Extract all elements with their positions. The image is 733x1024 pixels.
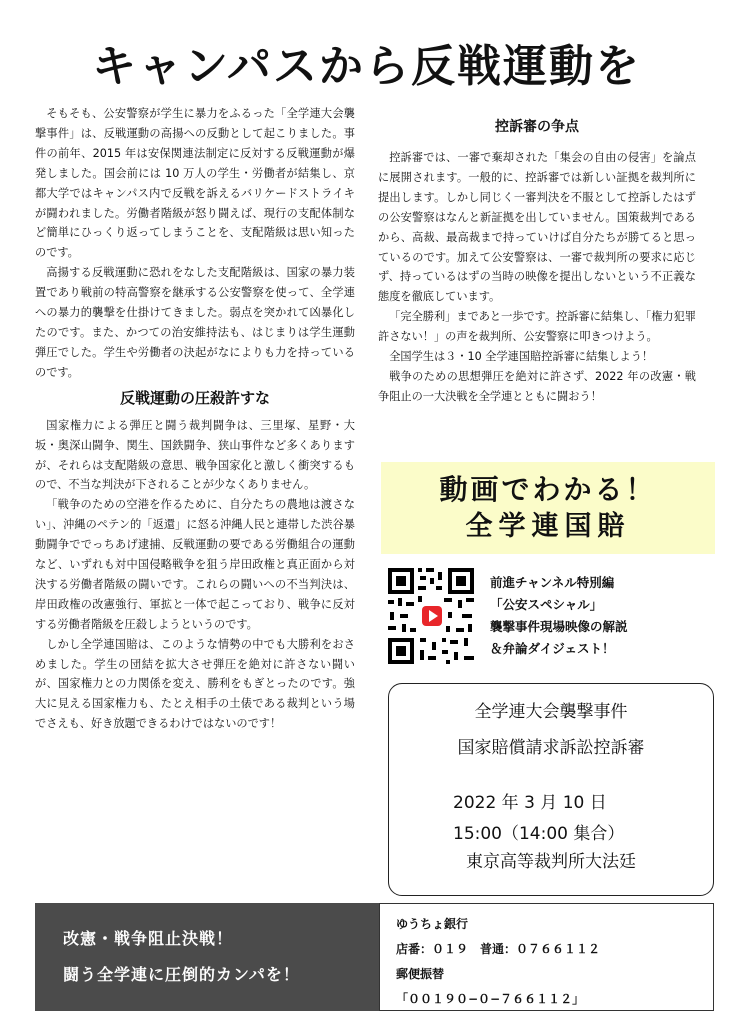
left-paragraph-4: 「戦争のための空港を作るために、自分たちの農地は渡さない」、沖縄のペテン的「返還」に怒る沖縄人民と連帯した渋谷暴動闘争ででっちあげ逮捕、反戦運動の要である労働組合の運動など、いずれも対中国侵略戦争を狙う岸田政権と真正面から対決する労働者階級の闘いです。これらの闘いへの不当判決は、岸田政権の改憲強行、軍拡と一体で起こっており、戦争に反対する労働者階級を圧殺しようというのです。 bbox=[35, 498, 355, 631]
banner-line-1: 改憲・戦争阻止決戦！ bbox=[63, 929, 234, 948]
video-promo-box bbox=[381, 462, 715, 554]
page-title: キャンパスから反戦運動を bbox=[92, 41, 641, 92]
qr-caption-line-4: ＆弁論ダイジェスト！ bbox=[490, 641, 615, 656]
left-column bbox=[35, 104, 355, 734]
qr-code-icon[interactable] bbox=[386, 566, 476, 666]
left-paragraph-3: 国家権力による弾圧と闘う裁判闘争は、三里塚、星野・大坂・奥深山闘争、関生、国鉄闘争、狭山事件など多くありますが、それらは支配階級の意思、戦争国家化と激しく衝突するもので、不当な判決が下されることが少なくありません。 bbox=[35, 418, 355, 492]
qr-caption-line-3: 襲撃事件現場映像の解説 bbox=[490, 619, 628, 634]
bank-info-box bbox=[379, 903, 714, 1011]
postal-transfer-number: 「００１９０−０−７６６１１２」 bbox=[396, 992, 585, 1006]
event-name-line-1: 全学連大会襲撃事件 bbox=[474, 702, 628, 722]
right-paragraph-3: 全国学生は３・10 全学連国賠控訴審に結集しよう！ bbox=[389, 350, 654, 364]
right-paragraph-1: 控訴審では、一審で棄却された「集会の自由の侵害」を論点に展開されます。一般的に、控訴審では新しい証拠を裁判所に提出します。しかし同じく一審判決を不服として控訴したはずの公安警察はなんと新証拠を出していません。国策裁判であるから、高裁、最高裁まで持っていけば自分たちが勝てると思っているのです。加えて公安警察は、一審で裁判所の要求に応じず、持っているはずの当時の映像を提出しないという不正義な態度を徹底しています。 bbox=[378, 151, 696, 304]
event-date: 2022 年 3 月 10 日 bbox=[453, 793, 607, 813]
event-time: 15:00（14:00 集合） bbox=[453, 824, 625, 844]
left-paragraph-1: そもそも、公安警察が学生に暴力をふるった「全学連大会襲撃事件」は、反戦運動の高揚への反動として起こりました。事件の前年、2015 年は安保関連法制定に反対する反戦運動が爆発しました。国会前には 10 万人の学生・労働者が結集し、京都大学ではキャンパス内で反戦を訴えるバリケードストライキが闘われました。労働者階級が怒り闘えば、現行の支配体制など簡単にひっくり返ってしまうことを、支配階級は思い知ったのです。 bbox=[35, 107, 355, 260]
right-paragraph-2: 「完全勝利」まであと一歩です。控訴審に結集し、「権力犯罪許さない！」の声を裁判所、公安警察に叩きつけよう。 bbox=[378, 310, 696, 344]
left-paragraph-2: 高揚する反戦運動に恐れをなした支配階級は、国家の暴力装置であり戦前の特高警察を継承する公安警察を使って、全学連への暴力的襲撃を仕掛けてきました。弱点を突かれて凶暴化したのです。また、かつての治安維持法も、はじまりは学生運動弾圧でした。学生や労働者の決起がなによりも力を持っているのです。 bbox=[35, 266, 355, 379]
video-promo-line-2: 全学連国賠 bbox=[465, 511, 631, 542]
qr-caption bbox=[490, 572, 710, 660]
left-section-heading: 反戦運動の圧殺許すな bbox=[119, 388, 270, 407]
donation-banner bbox=[35, 903, 379, 1011]
left-paragraph-5: しかし全学連国賠は、このような情勢の中でも大勝利をおさめました。学生の団結を拡大させ弾圧を絶対に許さない闘いが、国家権力との力関係を変え、勝利をもぎとったのです。強大に見える国家権力も、たとえ相手の土俵である裁判という場でさえも、好き放題できるわけではないのです！ bbox=[35, 637, 355, 731]
qr-caption-line-2: 「公安スペシャル」 bbox=[490, 597, 603, 612]
qr-caption-line-1: 前進チャンネル特別編 bbox=[490, 575, 615, 590]
right-paragraph-4: 戦争のための思想弾圧を絶対に許さず、2022 年の改憲・戦争阻止の一大決戦を全学連とともに闘おう！ bbox=[378, 369, 696, 403]
right-section-heading: 控訴審の争点 bbox=[495, 119, 579, 135]
banner-line-2: 闘う全学連に圧倒的カンパを！ bbox=[63, 965, 300, 984]
right-column bbox=[378, 116, 696, 407]
postal-transfer-label: 郵便振替 bbox=[396, 967, 445, 981]
event-place: 東京高等裁判所大法廷 bbox=[466, 852, 636, 872]
bank-account: 店番：０１９ 普通：０７６６１１２ bbox=[396, 942, 601, 956]
event-info-box bbox=[388, 683, 714, 896]
video-promo-line-1: 動画でわかる！ bbox=[439, 473, 657, 506]
event-name-line-2: 国家賠償請求訴訟控訴審 bbox=[457, 738, 645, 758]
bank-name: ゆうちょ銀行 bbox=[396, 917, 469, 931]
